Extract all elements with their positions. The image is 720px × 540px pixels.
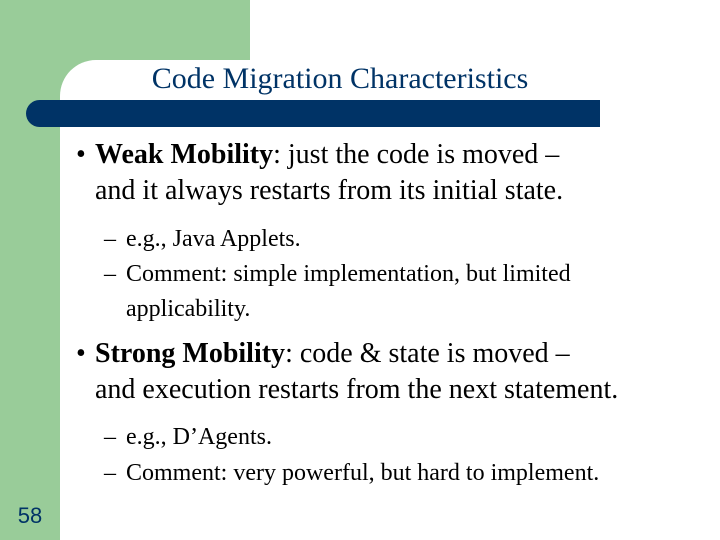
bullet-line-2: and execution restarts from the next statement. [95,374,619,405]
sub-bullet-marker: – [104,261,116,287]
slide-title: Code Migration Characteristics [151,62,529,95]
bullet-rest: : code & state is moved – [285,338,570,369]
sub-bullet-text-cont: applicability. [126,296,251,322]
bullet-line-1 [95,137,559,173]
title-underline-bar [26,100,600,127]
bullet-marker: • [76,139,86,170]
sub-bullet-text: e.g., Java Applets. [126,226,301,252]
decorative-green-sidebar [0,0,60,540]
sub-bullet-marker: – [104,226,116,252]
sub-bullet-text: Comment: simple implementation, but limited [126,261,571,287]
bullet-term: Weak Mobility [95,139,274,170]
bullet-rest: : just the code is moved – [273,139,560,170]
bullet-term: Strong Mobility [95,338,286,369]
bullet-line-1 [95,336,570,372]
sub-bullet-marker: – [104,424,116,450]
bullet-line-2: and it always restarts from its initial state. [95,175,564,206]
sub-bullet-text: e.g., D’Agents. [126,424,272,450]
sub-bullet-text: Comment: very powerful, but hard to implement. [126,460,600,486]
bullet-marker: • [76,338,86,369]
page-number: 58 [17,503,43,528]
sub-bullet-marker: – [104,460,116,486]
